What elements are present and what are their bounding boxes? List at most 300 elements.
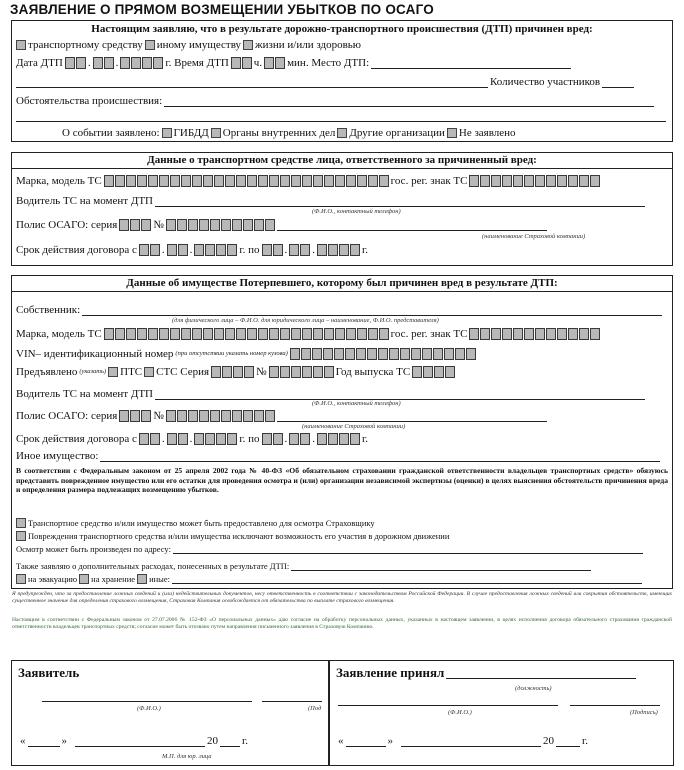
- char-cell[interactable]: [148, 328, 158, 340]
- char-cell[interactable]: [181, 175, 191, 187]
- char-cell[interactable]: [159, 175, 169, 187]
- victim-series-field[interactable]: [119, 410, 151, 422]
- victim-from-year[interactable]: [194, 433, 237, 445]
- victim-plate-field[interactable]: [469, 328, 600, 340]
- char-cell[interactable]: [181, 328, 191, 340]
- char-cell[interactable]: [350, 244, 360, 256]
- form-title: ЗАЯВЛЕНИЕ О ПРЯМОМ ВОЗМЕЩЕНИИ УБЫТКОВ ПО ОСАГО: [10, 2, 434, 17]
- applicant-sign-hint: (Под: [308, 705, 322, 712]
- char-cell[interactable]: [339, 433, 349, 445]
- pts-checkbox[interactable]: [108, 367, 118, 377]
- place-label: мин. Место ДТП:: [287, 57, 370, 69]
- can-present-checkbox[interactable]: [16, 518, 26, 528]
- char-cell[interactable]: [469, 328, 479, 340]
- applicant-sign-field[interactable]: [262, 691, 322, 702]
- hours-sep: ч.: [253, 57, 263, 69]
- victim-from-day[interactable]: [139, 433, 160, 445]
- victim-driver-field[interactable]: [155, 389, 645, 400]
- char-cell[interactable]: [434, 366, 444, 378]
- victim-to-year[interactable]: [317, 433, 360, 445]
- char-cell[interactable]: [379, 175, 389, 187]
- hours-field[interactable]: [231, 57, 252, 69]
- char-cell[interactable]: [167, 433, 177, 445]
- char-cell[interactable]: [192, 175, 202, 187]
- other-costs-checkbox[interactable]: [137, 574, 147, 584]
- char-cell[interactable]: [265, 410, 275, 422]
- char-cell[interactable]: [210, 219, 220, 231]
- applicant-day-field[interactable]: [28, 736, 60, 747]
- participants-field[interactable]: [602, 77, 634, 88]
- char-cell[interactable]: [300, 433, 310, 445]
- char-cell[interactable]: [275, 57, 285, 69]
- applicant-month-field[interactable]: [75, 736, 205, 747]
- char-cell[interactable]: [269, 328, 279, 340]
- culprit-from-day[interactable]: [139, 244, 160, 256]
- accepted-quote-open: «: [338, 735, 344, 747]
- culprit-driver-hint: (Ф.И.О., контактный телефон): [312, 208, 401, 215]
- char-cell[interactable]: [153, 57, 163, 69]
- char-cell[interactable]: [346, 175, 356, 187]
- char-cell[interactable]: [323, 348, 333, 360]
- char-cell[interactable]: [289, 433, 299, 445]
- char-cell[interactable]: [119, 219, 129, 231]
- char-cell[interactable]: [232, 410, 242, 422]
- char-cell[interactable]: [289, 244, 299, 256]
- char-cell[interactable]: [227, 244, 237, 256]
- owner-hint: (для физического лица – Ф.И.О. для юридического лица – наименование, Ф.И.О. представителя): [172, 317, 439, 324]
- accepted-box: [329, 660, 674, 766]
- minutes-field[interactable]: [264, 57, 285, 69]
- char-cell[interactable]: [590, 328, 600, 340]
- char-cell[interactable]: [379, 328, 389, 340]
- char-cell[interactable]: [491, 328, 501, 340]
- accepted-sign-hint: (Подпись): [630, 709, 658, 716]
- char-cell[interactable]: [166, 410, 176, 422]
- victim-term-label: Срок действия договора с: [16, 433, 137, 445]
- victim-year-end: г.: [362, 433, 369, 445]
- char-cell[interactable]: [513, 175, 523, 187]
- char-cell[interactable]: [178, 244, 188, 256]
- other-org-label: Другие организации: [349, 127, 445, 139]
- victim-policy-label: Полис ОСАГО: серия: [16, 410, 118, 422]
- char-cell[interactable]: [273, 244, 283, 256]
- accepted-quote-close: »: [387, 735, 393, 747]
- year-built-label: Год выпуска ТС: [335, 366, 411, 378]
- applicant-fio-field[interactable]: [42, 691, 252, 702]
- char-cell[interactable]: [216, 433, 226, 445]
- char-cell[interactable]: [120, 57, 130, 69]
- char-cell[interactable]: [502, 175, 512, 187]
- char-cell[interactable]: [301, 348, 311, 360]
- victim-driver-hint: (Ф.И.О., контактный телефон): [312, 400, 401, 407]
- char-cell[interactable]: [126, 328, 136, 340]
- char-cell[interactable]: [568, 328, 578, 340]
- char-cell[interactable]: [188, 410, 198, 422]
- police-checkbox[interactable]: [211, 128, 221, 138]
- culprit-from-month[interactable]: [167, 244, 188, 256]
- culprit-to-year[interactable]: [317, 244, 360, 256]
- applicant-quote-close: »: [61, 735, 67, 747]
- char-cell[interactable]: [236, 175, 246, 187]
- culprit-policy-number-field[interactable]: [166, 219, 275, 231]
- char-cell[interactable]: [104, 57, 114, 69]
- char-cell[interactable]: [368, 328, 378, 340]
- char-cell[interactable]: [104, 175, 114, 187]
- stamp-hint: М.П. для юр. лица: [162, 753, 212, 760]
- applicant-year-suffix: г.: [242, 735, 249, 747]
- victim-to-month[interactable]: [289, 433, 310, 445]
- vin-field[interactable]: [290, 348, 476, 360]
- char-cell[interactable]: [264, 57, 274, 69]
- char-cell[interactable]: [313, 366, 323, 378]
- char-cell[interactable]: [203, 328, 213, 340]
- can-present-label: Транспортное средство и/или имущество может быть предоставлено для осмотра Страховщику: [28, 518, 375, 528]
- storage-label: на хранение: [91, 574, 136, 584]
- accepted-position-field[interactable]: [446, 668, 636, 679]
- culprit-term-label: Срок действия договора с: [16, 244, 137, 256]
- char-cell[interactable]: [216, 244, 226, 256]
- applicant-label: Заявитель: [18, 665, 80, 680]
- char-cell[interactable]: [76, 57, 86, 69]
- victim-policy-number-field[interactable]: [166, 410, 275, 422]
- year-field[interactable]: [120, 57, 163, 69]
- applicant-box: [11, 660, 329, 766]
- char-cell[interactable]: [137, 175, 147, 187]
- char-cell[interactable]: [142, 57, 152, 69]
- culprit-to-day[interactable]: [262, 244, 283, 256]
- char-cell[interactable]: [317, 433, 327, 445]
- vehicle-label: транспортному средству: [28, 39, 143, 51]
- accepted-sign-field[interactable]: [570, 695, 660, 706]
- culprit-policy-label: Полис ОСАГО: серия: [16, 219, 118, 231]
- char-cell[interactable]: [205, 433, 215, 445]
- inspection-address-field[interactable]: [173, 545, 643, 554]
- char-cell[interactable]: [225, 175, 235, 187]
- char-cell[interactable]: [557, 328, 567, 340]
- char-cell[interactable]: [269, 175, 279, 187]
- char-cell[interactable]: [177, 410, 187, 422]
- char-cell[interactable]: [130, 219, 140, 231]
- char-cell[interactable]: [579, 328, 589, 340]
- owner-field[interactable]: [82, 305, 662, 316]
- char-cell[interactable]: [300, 244, 310, 256]
- char-cell[interactable]: [291, 328, 301, 340]
- char-cell[interactable]: [126, 175, 136, 187]
- applicant-quote-open: «: [20, 735, 26, 747]
- char-cell[interactable]: [433, 348, 443, 360]
- char-cell[interactable]: [141, 219, 151, 231]
- culprit-plate-label: гос. рег. знак ТС: [390, 175, 468, 187]
- time-label: г. Время ДТП: [165, 57, 229, 69]
- circumstances-field[interactable]: [164, 96, 654, 107]
- culprit-plate-field[interactable]: [469, 175, 600, 187]
- char-cell[interactable]: [244, 366, 254, 378]
- victim-insurer-field[interactable]: [277, 411, 547, 422]
- char-cell[interactable]: [513, 328, 523, 340]
- char-cell[interactable]: [205, 244, 215, 256]
- storage-checkbox[interactable]: [79, 574, 89, 584]
- char-cell[interactable]: [225, 328, 235, 340]
- char-cell[interactable]: [242, 57, 252, 69]
- char-cell[interactable]: [170, 175, 180, 187]
- other-costs-field[interactable]: [172, 575, 642, 584]
- char-cell[interactable]: [590, 175, 600, 187]
- char-cell[interactable]: [254, 219, 264, 231]
- char-cell[interactable]: [247, 328, 257, 340]
- place-field-cont[interactable]: [16, 77, 488, 88]
- char-cell[interactable]: [221, 410, 231, 422]
- char-cell[interactable]: [222, 366, 232, 378]
- char-cell[interactable]: [167, 244, 177, 256]
- other-org-checkbox[interactable]: [337, 128, 347, 138]
- accepted-year-field[interactable]: [556, 736, 580, 747]
- char-cell[interactable]: [350, 433, 360, 445]
- char-cell[interactable]: [280, 366, 290, 378]
- char-cell[interactable]: [291, 366, 301, 378]
- char-cell[interactable]: [524, 328, 534, 340]
- char-cell[interactable]: [265, 219, 275, 231]
- char-cell[interactable]: [524, 175, 534, 187]
- gibdd-checkbox[interactable]: [162, 128, 172, 138]
- char-cell[interactable]: [346, 328, 356, 340]
- char-cell[interactable]: [335, 175, 345, 187]
- char-cell[interactable]: [480, 328, 490, 340]
- accepted-day-field[interactable]: [346, 736, 386, 747]
- applicant-fio-hint: (Ф.И.О.): [137, 705, 161, 712]
- char-cell[interactable]: [232, 219, 242, 231]
- char-cell[interactable]: [227, 433, 237, 445]
- victim-from-month[interactable]: [167, 433, 188, 445]
- char-cell[interactable]: [367, 348, 377, 360]
- evacuation-label: на эвакуацию: [28, 574, 78, 584]
- char-cell[interactable]: [269, 366, 279, 378]
- char-cell[interactable]: [214, 328, 224, 340]
- doc-series-field[interactable]: [211, 366, 254, 378]
- char-cell[interactable]: [444, 348, 454, 360]
- char-cell[interactable]: [203, 175, 213, 187]
- victim-to-day[interactable]: [262, 433, 283, 445]
- char-cell[interactable]: [535, 328, 545, 340]
- char-cell[interactable]: [258, 175, 268, 187]
- char-cell[interactable]: [357, 175, 367, 187]
- char-cell[interactable]: [546, 328, 556, 340]
- char-cell[interactable]: [148, 175, 158, 187]
- char-cell[interactable]: [115, 328, 125, 340]
- culprit-to-month[interactable]: [289, 244, 310, 256]
- culprit-from-year[interactable]: [194, 244, 237, 256]
- char-cell[interactable]: [328, 433, 338, 445]
- char-cell[interactable]: [400, 348, 410, 360]
- extra-costs-label: Также заявляю о дополнительных расходах, понесенных в результате ДТП:: [16, 561, 290, 571]
- char-cell[interactable]: [231, 57, 241, 69]
- other-property-label: Иное имущество:: [16, 450, 99, 462]
- char-cell[interactable]: [211, 366, 221, 378]
- char-cell[interactable]: [243, 219, 253, 231]
- char-cell[interactable]: [131, 57, 141, 69]
- char-cell[interactable]: [194, 433, 204, 445]
- char-cell[interactable]: [159, 328, 169, 340]
- char-cell[interactable]: [445, 366, 455, 378]
- char-cell[interactable]: [210, 410, 220, 422]
- char-cell[interactable]: [412, 366, 422, 378]
- char-cell[interactable]: [194, 244, 204, 256]
- char-cell[interactable]: [334, 348, 344, 360]
- char-cell[interactable]: [313, 328, 323, 340]
- life-checkbox[interactable]: [243, 40, 253, 50]
- char-cell[interactable]: [221, 219, 231, 231]
- char-cell[interactable]: [243, 410, 253, 422]
- victim-driver-label: Водитель ТС на момент ДТП: [16, 388, 153, 400]
- char-cell[interactable]: [313, 175, 323, 187]
- accepted-label: Заявление принял: [336, 665, 445, 680]
- accepted-position-hint: (должность): [515, 685, 552, 692]
- char-cell[interactable]: [411, 348, 421, 360]
- char-cell[interactable]: [199, 219, 209, 231]
- culprit-heading: Данные о транспортном средстве лица, ответственного за причиненный вред:: [12, 153, 672, 169]
- char-cell[interactable]: [335, 328, 345, 340]
- char-cell[interactable]: [280, 175, 290, 187]
- char-cell[interactable]: [273, 433, 283, 445]
- extra-costs-field[interactable]: [291, 562, 591, 571]
- victim-make-field[interactable]: [104, 328, 389, 340]
- culprit-section: Данные о транспортном средстве лица, ответственного за причиненный вред: Марка, модель ТС гос. рег. знак ТС Водитель ТС на момент ДТП (Ф.И.О., контактный телефон) Полис ОСАГО: серия № (наименование Страховой компании) Срок действия договора с . . г. по . . г.: [11, 152, 673, 266]
- char-cell[interactable]: [324, 175, 334, 187]
- month-field[interactable]: [93, 57, 114, 69]
- culprit-insurer-hint: (наименование Страховой компании): [482, 233, 586, 240]
- char-cell[interactable]: [546, 175, 556, 187]
- char-cell[interactable]: [302, 366, 312, 378]
- culprit-make-field[interactable]: [104, 175, 389, 187]
- circumstances-field-cont[interactable]: [16, 111, 666, 122]
- char-cell[interactable]: [579, 175, 589, 187]
- law-paragraph: В соответствии с Федеральным законом от 25 апреля 2002 года № 40-ФЗ «Об обязательном страховании гражданской ответственности владельцев транспортных средств» обязуюсь представить поврежденное имущество или его остатки для проведения осмотра и (или) организации независимой экспертизы (оценки) в целях выяснения обстоятельств причинения вреда и определения размера подлежащих возмещению убытков.: [16, 466, 668, 494]
- place-field[interactable]: [371, 58, 571, 69]
- evacuation-checkbox[interactable]: [16, 574, 26, 584]
- reported-label: О событии заявлено:: [62, 127, 160, 139]
- char-cell[interactable]: [65, 57, 75, 69]
- sts-checkbox[interactable]: [144, 367, 154, 377]
- char-cell[interactable]: [199, 410, 209, 422]
- char-cell[interactable]: [104, 328, 114, 340]
- vehicle-checkbox[interactable]: [16, 40, 26, 50]
- accepted-fio-field[interactable]: [338, 695, 558, 706]
- char-cell[interactable]: [389, 348, 399, 360]
- char-cell[interactable]: [339, 244, 349, 256]
- char-cell[interactable]: [258, 328, 268, 340]
- char-cell[interactable]: [93, 57, 103, 69]
- char-cell[interactable]: [302, 328, 312, 340]
- char-cell[interactable]: [262, 244, 272, 256]
- char-cell[interactable]: [324, 328, 334, 340]
- char-cell[interactable]: [290, 348, 300, 360]
- gibdd-label: ГИБДД: [173, 127, 209, 139]
- day-field[interactable]: [65, 57, 86, 69]
- property-checkbox[interactable]: [145, 40, 155, 50]
- culprit-make-label: Марка, модель ТС: [16, 175, 102, 187]
- char-cell[interactable]: [166, 219, 176, 231]
- char-cell[interactable]: [491, 175, 501, 187]
- presented-hint: (указать): [79, 368, 107, 375]
- victim-make-label: Марка, модель ТС: [16, 328, 102, 340]
- cannot-participate-checkbox[interactable]: [16, 531, 26, 541]
- doc-number-field[interactable]: [269, 366, 334, 378]
- char-cell[interactable]: [177, 219, 187, 231]
- char-cell[interactable]: [254, 410, 264, 422]
- accepted-month-field[interactable]: [401, 736, 541, 747]
- char-cell[interactable]: [236, 328, 246, 340]
- property-label: иному имуществу: [156, 39, 242, 51]
- char-cell[interactable]: [291, 175, 301, 187]
- char-cell[interactable]: [247, 175, 257, 187]
- char-cell[interactable]: [130, 410, 140, 422]
- culprit-driver-field[interactable]: [155, 196, 645, 207]
- char-cell[interactable]: [466, 348, 476, 360]
- char-cell[interactable]: [302, 175, 312, 187]
- char-cell[interactable]: [141, 410, 151, 422]
- presented-label: Предъявлено: [16, 366, 78, 378]
- char-cell[interactable]: [423, 366, 433, 378]
- char-cell[interactable]: [317, 244, 327, 256]
- year-built-field[interactable]: [412, 366, 455, 378]
- char-cell[interactable]: [170, 328, 180, 340]
- char-cell[interactable]: [139, 433, 149, 445]
- victim-heading: Данные об имуществе Потерпевшего, которому был причинен вред в результате ДТП:: [12, 276, 672, 292]
- char-cell[interactable]: [188, 219, 198, 231]
- char-cell[interactable]: [262, 433, 272, 445]
- char-cell[interactable]: [178, 433, 188, 445]
- culprit-num-label: №: [153, 219, 164, 231]
- char-cell[interactable]: [119, 410, 129, 422]
- char-cell[interactable]: [150, 244, 160, 256]
- culprit-year-end: г.: [362, 244, 369, 256]
- char-cell[interactable]: [150, 433, 160, 445]
- char-cell[interactable]: [312, 348, 322, 360]
- victim-plate-label: гос. рег. знак ТС: [390, 328, 468, 340]
- char-cell[interactable]: [139, 244, 149, 256]
- char-cell[interactable]: [233, 366, 243, 378]
- char-cell[interactable]: [115, 175, 125, 187]
- char-cell[interactable]: [480, 175, 490, 187]
- char-cell[interactable]: [324, 366, 334, 378]
- char-cell[interactable]: [356, 348, 366, 360]
- char-cell[interactable]: [345, 348, 355, 360]
- accepted-year-prefix: 20: [543, 735, 554, 747]
- char-cell[interactable]: [368, 175, 378, 187]
- char-cell[interactable]: [328, 244, 338, 256]
- char-cell[interactable]: [557, 175, 567, 187]
- applicant-year-field[interactable]: [220, 736, 240, 747]
- char-cell[interactable]: [357, 328, 367, 340]
- culprit-insurer-field[interactable]: [277, 220, 547, 231]
- char-cell[interactable]: [535, 175, 545, 187]
- culprit-series-field[interactable]: [119, 219, 151, 231]
- circumstances-label: Обстоятельства происшествия:: [16, 95, 163, 107]
- char-cell[interactable]: [192, 328, 202, 340]
- victim-num-label: №: [153, 410, 164, 422]
- not-reported-checkbox[interactable]: [447, 128, 457, 138]
- char-cell[interactable]: [137, 328, 147, 340]
- char-cell[interactable]: [422, 348, 432, 360]
- char-cell[interactable]: [502, 328, 512, 340]
- inspection-address-label: Осмотр может быть произведен по адресу:: [16, 544, 171, 554]
- char-cell[interactable]: [280, 328, 290, 340]
- char-cell[interactable]: [455, 348, 465, 360]
- other-property-field[interactable]: [100, 451, 660, 462]
- char-cell[interactable]: [214, 175, 224, 187]
- char-cell[interactable]: [378, 348, 388, 360]
- char-cell[interactable]: [568, 175, 578, 187]
- char-cell[interactable]: [469, 175, 479, 187]
